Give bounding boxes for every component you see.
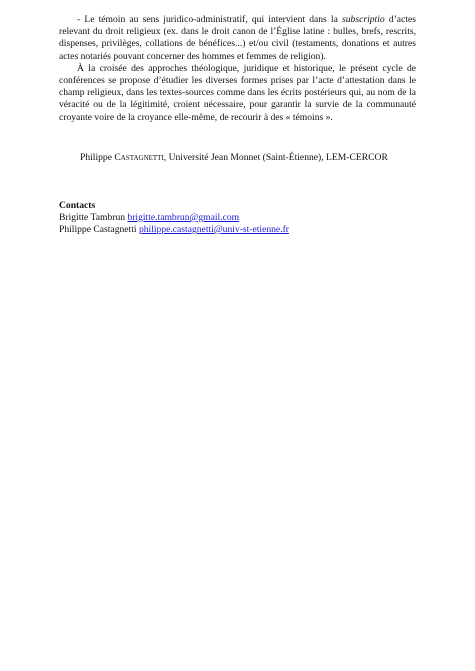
contacts-section bbox=[59, 200, 419, 236]
contact-name: Philippe Castagnetti bbox=[59, 224, 139, 235]
author-last-name: Castagnetti bbox=[114, 152, 164, 163]
contact-line bbox=[59, 224, 419, 236]
contact-email-link[interactable]: philippe.castagnetti@univ-st-etienne.fr bbox=[138, 224, 289, 235]
body-text bbox=[59, 14, 416, 124]
italic-term: subscriptio bbox=[342, 14, 385, 25]
contact-email-link[interactable]: brigitte.tambrun@gmail.com bbox=[127, 212, 240, 223]
paragraph-witness-legal: - Le témoin au sens juridico-administratif, qui intervient dans la subscriptio d’actes relevant du droit religieux (ex. dans le droit canon de l’Église latine : bulles, brefs, rescrits, dispenses, privilèges, collations de bénéfices...) et/ou civil (testaments, donations et autres actes notariés pouvant concerner des hommes et femmes de religion). bbox=[59, 14, 416, 62]
author-signature bbox=[80, 152, 420, 164]
author-affiliation: , Université Jean Monnet (Saint-Étienne), LEM-CERCOR bbox=[163, 152, 388, 163]
contacts-heading: Contacts bbox=[59, 200, 96, 211]
paragraph-conference-cycle: À la croisée des approches théologique, juridique et historique, le présent cycle de conférences se propose d’étudier les diverses formes prises par l’acte d’attestation dans le champ religieux, dans les textes-sources comme dans les écrits postérieurs qui, au nom de la véracité ou de la légitimité, croient nécessaire, pour garantir la survie de la communauté croyante voire de la croyance elle-même, de recourir à des « témoins ». bbox=[59, 62, 416, 123]
contact-name: Brigitte Tambrun bbox=[59, 212, 128, 223]
author-first-name: Philippe bbox=[80, 152, 115, 163]
contact-line bbox=[59, 212, 419, 224]
